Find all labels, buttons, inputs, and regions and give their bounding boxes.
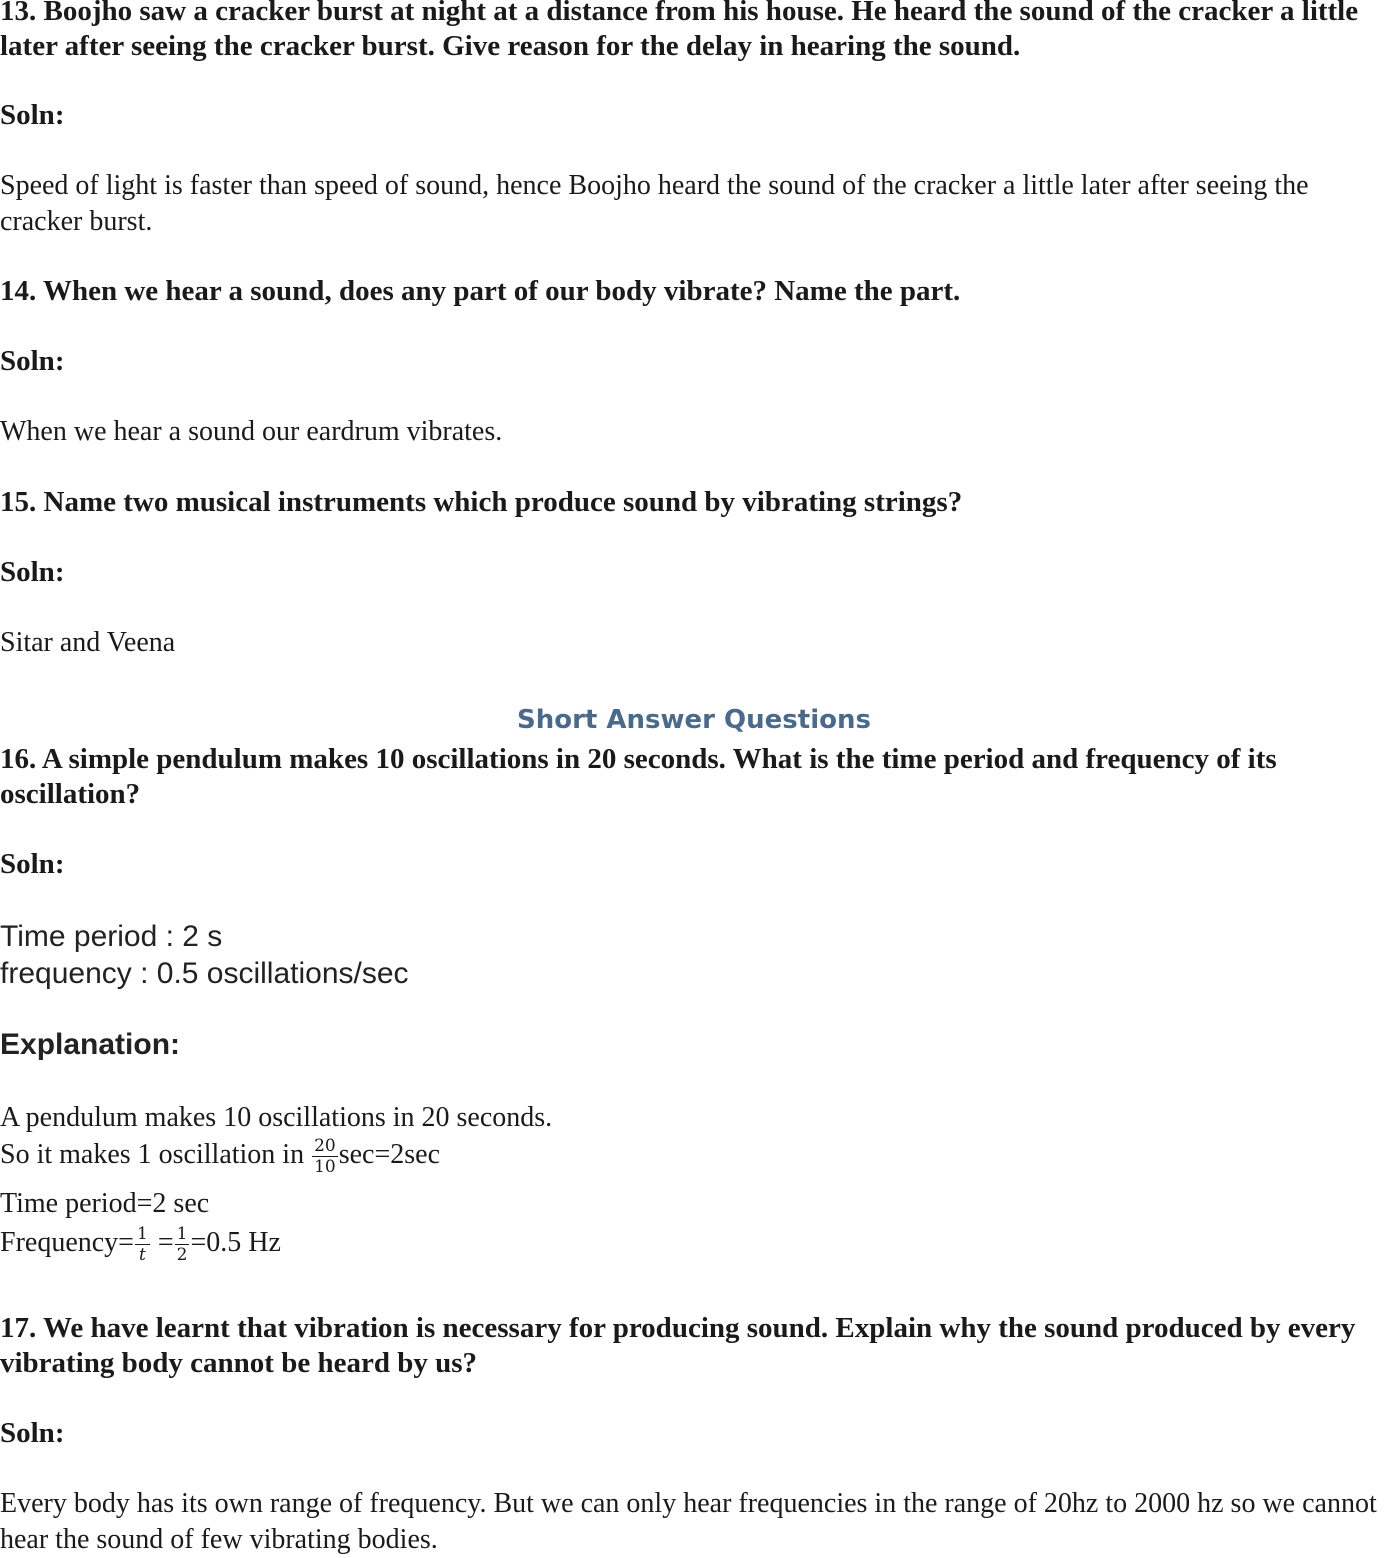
answer-14: When we hear a sound our eardrum vibrates. bbox=[0, 416, 503, 447]
fraction-numerator: 1 bbox=[136, 1224, 148, 1244]
question-15: 15. Name two musical instruments which produce sound by vibrating strings? bbox=[0, 486, 963, 518]
question-17: 17. We have learnt that vibration is necessary for producing sound. Explain why the sound produced by every vibrating body cannot be heard by us? bbox=[0, 1312, 1356, 1379]
fraction-denominator: 2 bbox=[176, 1245, 188, 1265]
fraction-numerator: 1 bbox=[176, 1224, 188, 1244]
fraction-numerator: 20 bbox=[314, 1136, 336, 1156]
soln-label-17: Soln: bbox=[0, 1417, 65, 1449]
fraction-denominator: t bbox=[138, 1245, 146, 1265]
explanation-line-4 bbox=[0, 1224, 281, 1265]
result-frequency: frequency : 0.5 oscillations/sec bbox=[0, 957, 409, 990]
question-14: 14. When we hear a sound, does any part of our body vibrate? Name the part. bbox=[0, 275, 961, 307]
explanation-line-4-prefix: Frequency= bbox=[0, 1226, 134, 1258]
soln-label-15: Soln: bbox=[0, 556, 65, 588]
explanation-line-3: Time period=2 sec bbox=[0, 1188, 210, 1219]
answer-17: Every body has its own range of frequency. But we can only hear frequencies in the range of 20hz to 2000 hz so we cannot hear the sound of few vibrating bodies. bbox=[0, 1488, 1377, 1555]
soln-label-16: Soln: bbox=[0, 848, 65, 880]
explanation-line-2-prefix: So it makes 1 oscillation in bbox=[0, 1138, 312, 1170]
fraction-1-over-t bbox=[135, 1224, 150, 1265]
explanation-line-1: A pendulum makes 10 oscillations in 20 seconds. bbox=[0, 1102, 553, 1133]
fraction-1-over-2 bbox=[175, 1224, 190, 1265]
explanation-line-2 bbox=[0, 1136, 440, 1177]
answer-15: Sitar and Veena bbox=[0, 627, 176, 658]
question-13: 13. Boojho saw a cracker burst at night at a distance from his house. He heard the sound of the cracker a little later after seeing the cracker burst. Give reason for the delay in hearing the sound. bbox=[0, 0, 1359, 62]
section-heading: Short Answer Questions bbox=[517, 705, 871, 735]
explanation-heading: Explanation: bbox=[0, 1028, 181, 1061]
explanation-line-4-suffix: =0.5 Hz bbox=[190, 1226, 281, 1258]
question-16: 16. A simple pendulum makes 10 oscillations in 20 seconds. What is the time period and frequency of its oscillation? bbox=[0, 743, 1277, 810]
fraction-denominator: 10 bbox=[314, 1157, 336, 1177]
answer-13: Speed of light is faster than speed of sound, hence Boojho heard the sound of the cracker a little later after seeing the cracker burst. bbox=[0, 170, 1309, 237]
soln-label-14: Soln: bbox=[0, 345, 65, 377]
explanation-line-2-suffix: sec=2sec bbox=[338, 1138, 441, 1170]
explanation-line-4-mid: = bbox=[150, 1226, 174, 1258]
result-time-period: Time period : 2 s bbox=[0, 920, 223, 953]
fraction-20-over-10 bbox=[312, 1136, 338, 1177]
soln-label-13: Soln: bbox=[0, 99, 65, 131]
